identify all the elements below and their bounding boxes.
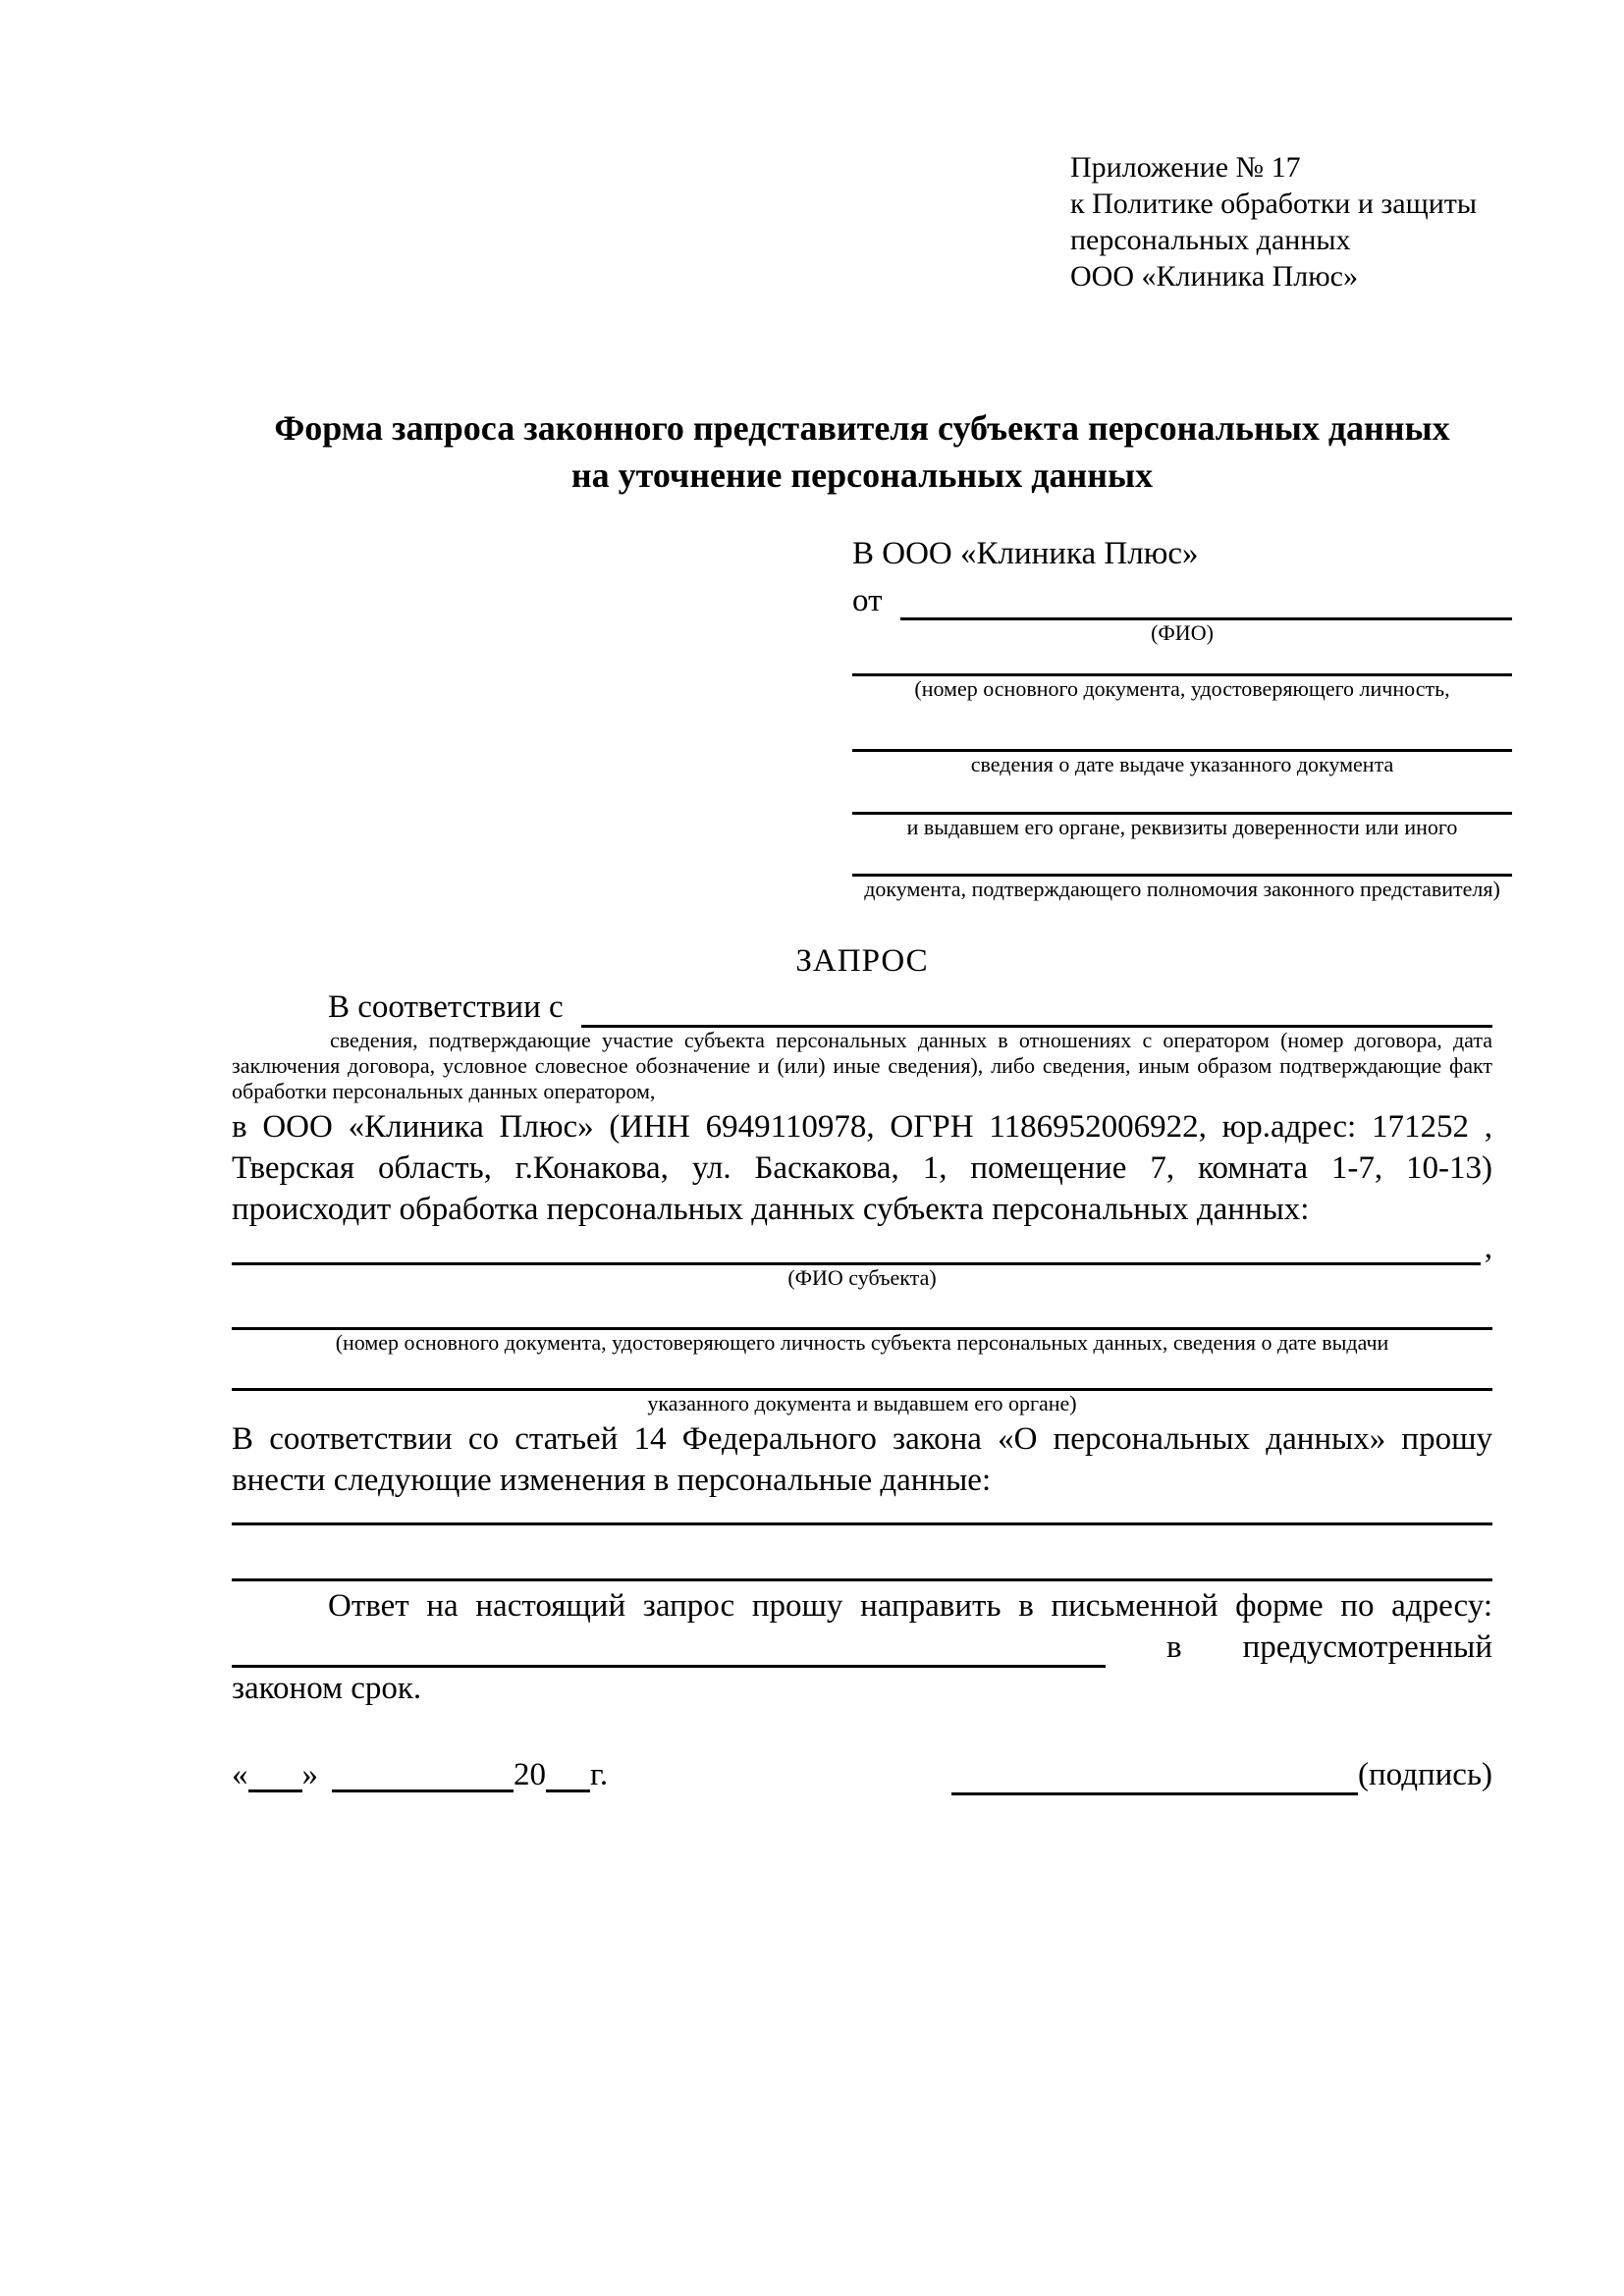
caption-doc-number: (номер основного документа, удостоверяющего личность, [914, 676, 1450, 701]
date-quote-close: » [301, 1757, 318, 1792]
page-title-line2: на уточнение персональных данных [570, 455, 1154, 495]
footer-row [232, 1754, 1492, 1795]
response-line3: законом срок. [232, 1671, 422, 1706]
request-heading: ЗАПРОС [795, 943, 929, 979]
response-word-v: в [1166, 1629, 1182, 1665]
annex-company: ООО «Клиника Плюс» [1070, 260, 1358, 293]
blank-line-doc-issuer [852, 777, 1512, 815]
date-group [232, 1754, 608, 1795]
date-year-prefix: 20 [514, 1757, 546, 1792]
blank-line-subject-doc [232, 1291, 1492, 1330]
blank-line-doc-date [852, 702, 1512, 752]
blank-line-basis [581, 992, 1492, 1028]
caption-subject-fio: (ФИО субъекта) [787, 1265, 937, 1290]
caption-doc-date: сведения о дате выдаче указанного документа [970, 752, 1394, 776]
caption-fio: (ФИО) [1151, 620, 1214, 645]
blank-line-doc-number [852, 646, 1512, 676]
date-year-suffix: г. [590, 1757, 609, 1792]
signature-caption: (подпись) [1358, 1757, 1492, 1792]
annex-number: Приложение № 17 [1070, 151, 1301, 184]
blank-date-day [248, 1757, 302, 1792]
blank-line-changes-2 [232, 1525, 1492, 1581]
blank-line-doc-authority [852, 840, 1512, 877]
page-title [232, 404, 1492, 499]
trailing-comma: , [1484, 1230, 1492, 1265]
caption-doc-issuer: и выдавшем его органе, реквизиты доверенности или иного [906, 815, 1458, 839]
annex-policy-line2: персональных данных [1070, 224, 1351, 256]
blank-line-address [232, 1632, 1106, 1668]
subject-fio-row [232, 1230, 1492, 1265]
caption-subject-doc-line1: (номер основного документа, удостоверяющего личность субъекта персональных данных, сведения о дате выдачи [335, 1330, 1389, 1355]
blank-line-changes-1 [232, 1501, 1492, 1525]
blank-line-fio [900, 585, 1512, 620]
article-paragraph: В соответствии со статьей 14 Федерального закона «О персональных данных» прошу внести следующие изменения в персональные данные: [232, 1421, 1492, 1498]
blank-line-subject-fio [232, 1239, 1481, 1265]
response-line1: Ответ на настоящий запрос прошу направить в письменной форме по адресу: [328, 1588, 1492, 1624]
addressee-block [852, 534, 1512, 902]
annex-header [1070, 0, 1492, 294]
annex-policy-line: к Политике обработки и защиты [1070, 187, 1478, 220]
blank-date-year [546, 1757, 590, 1792]
addressee-to: В ООО «Клиника Плюс» [852, 536, 1199, 571]
caption-doc-authority: документа, подтверждающего полномочия законного представителя) [864, 877, 1500, 901]
according-prefix: В соответствии с [328, 989, 571, 1025]
date-quote-open: « [232, 1757, 248, 1792]
according-row [232, 987, 1492, 1028]
operator-paragraph: в ООО «Клиника Плюс» (ИНН 6949110978, ОГРН 1186952006922, юр.адрес: 171252 , Тверская область, г.Конакова, ул. Баскакова, 1, помещение 7, комната 1-7, 10-13) происходит обработка персональных данных субъекта персональных данных: [232, 1109, 1492, 1227]
from-label: от [852, 583, 891, 618]
blank-line-subject-doc-issuer [232, 1356, 1492, 1391]
response-line2 [232, 1627, 1492, 1668]
fine-print-note: сведения, подтверждающие участие субъекта персональных данных в отношениях с оператором (номер договора, дата заключения договора, условное словесное обозначение и (или) иные сведения), либо сведения, иным образом подтверждающие факт обработки персональных данных оператором, [232, 1028, 1492, 1103]
page-title-line1: Форма запроса законного представителя субъекта персональных данных [274, 408, 1450, 448]
from-row [852, 581, 1512, 620]
blank-date-month [332, 1757, 514, 1792]
caption-subject-doc-line2: указанного документа и выдавшем его органе) [647, 1391, 1077, 1415]
response-word-term: предусмотренный [1242, 1629, 1492, 1665]
blank-line-signature [951, 1760, 1358, 1795]
signature-group [951, 1754, 1492, 1795]
